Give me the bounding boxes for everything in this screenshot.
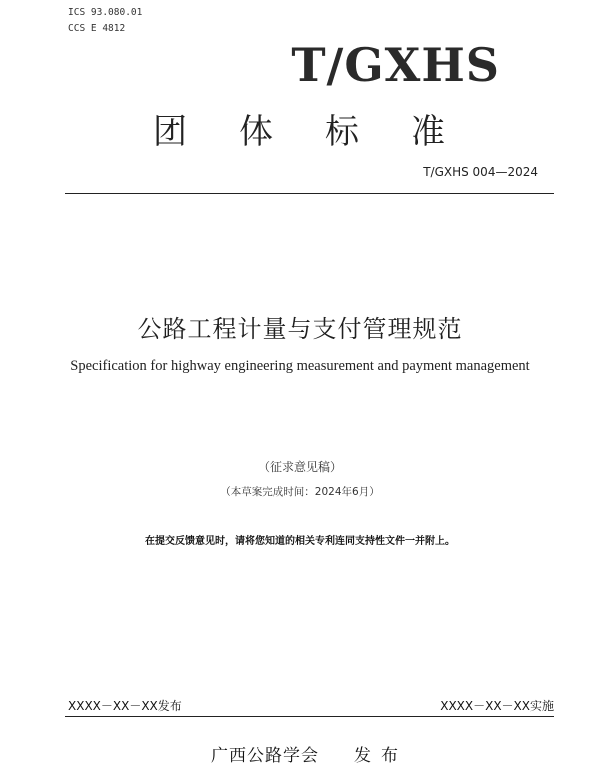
standard-logo: T/GXHS [291,38,500,92]
publisher-name: 广西公路学会 [211,746,319,766]
ccs-code: CCS E 4812 [68,23,126,34]
implementation-date: XXXX－XX－XX实施 [440,699,554,713]
draft-status: （征求意见稿） [257,460,342,474]
issue-date: XXXX－XX－XX发布 [68,699,182,713]
header-divider [65,193,554,194]
standard-number: T/GXHS 004—2024 [423,165,538,179]
publish-label: 发布 [354,746,408,766]
document-title-english: Specification for highway engineering measurement and payment management [70,358,530,374]
footer-divider [65,716,554,717]
standard-category-title: 团体标准 [153,112,497,152]
ics-code: ICS 93.080.01 [68,7,143,18]
patent-notice: 在提交反馈意见时，请将您知道的相关专利连同支持性文件一并附上。 [145,536,455,547]
document-title-chinese: 公路工程计量与支付管理规范 [137,315,463,343]
draft-completion-date: （本草案完成时间：2024年6月） [220,486,380,498]
